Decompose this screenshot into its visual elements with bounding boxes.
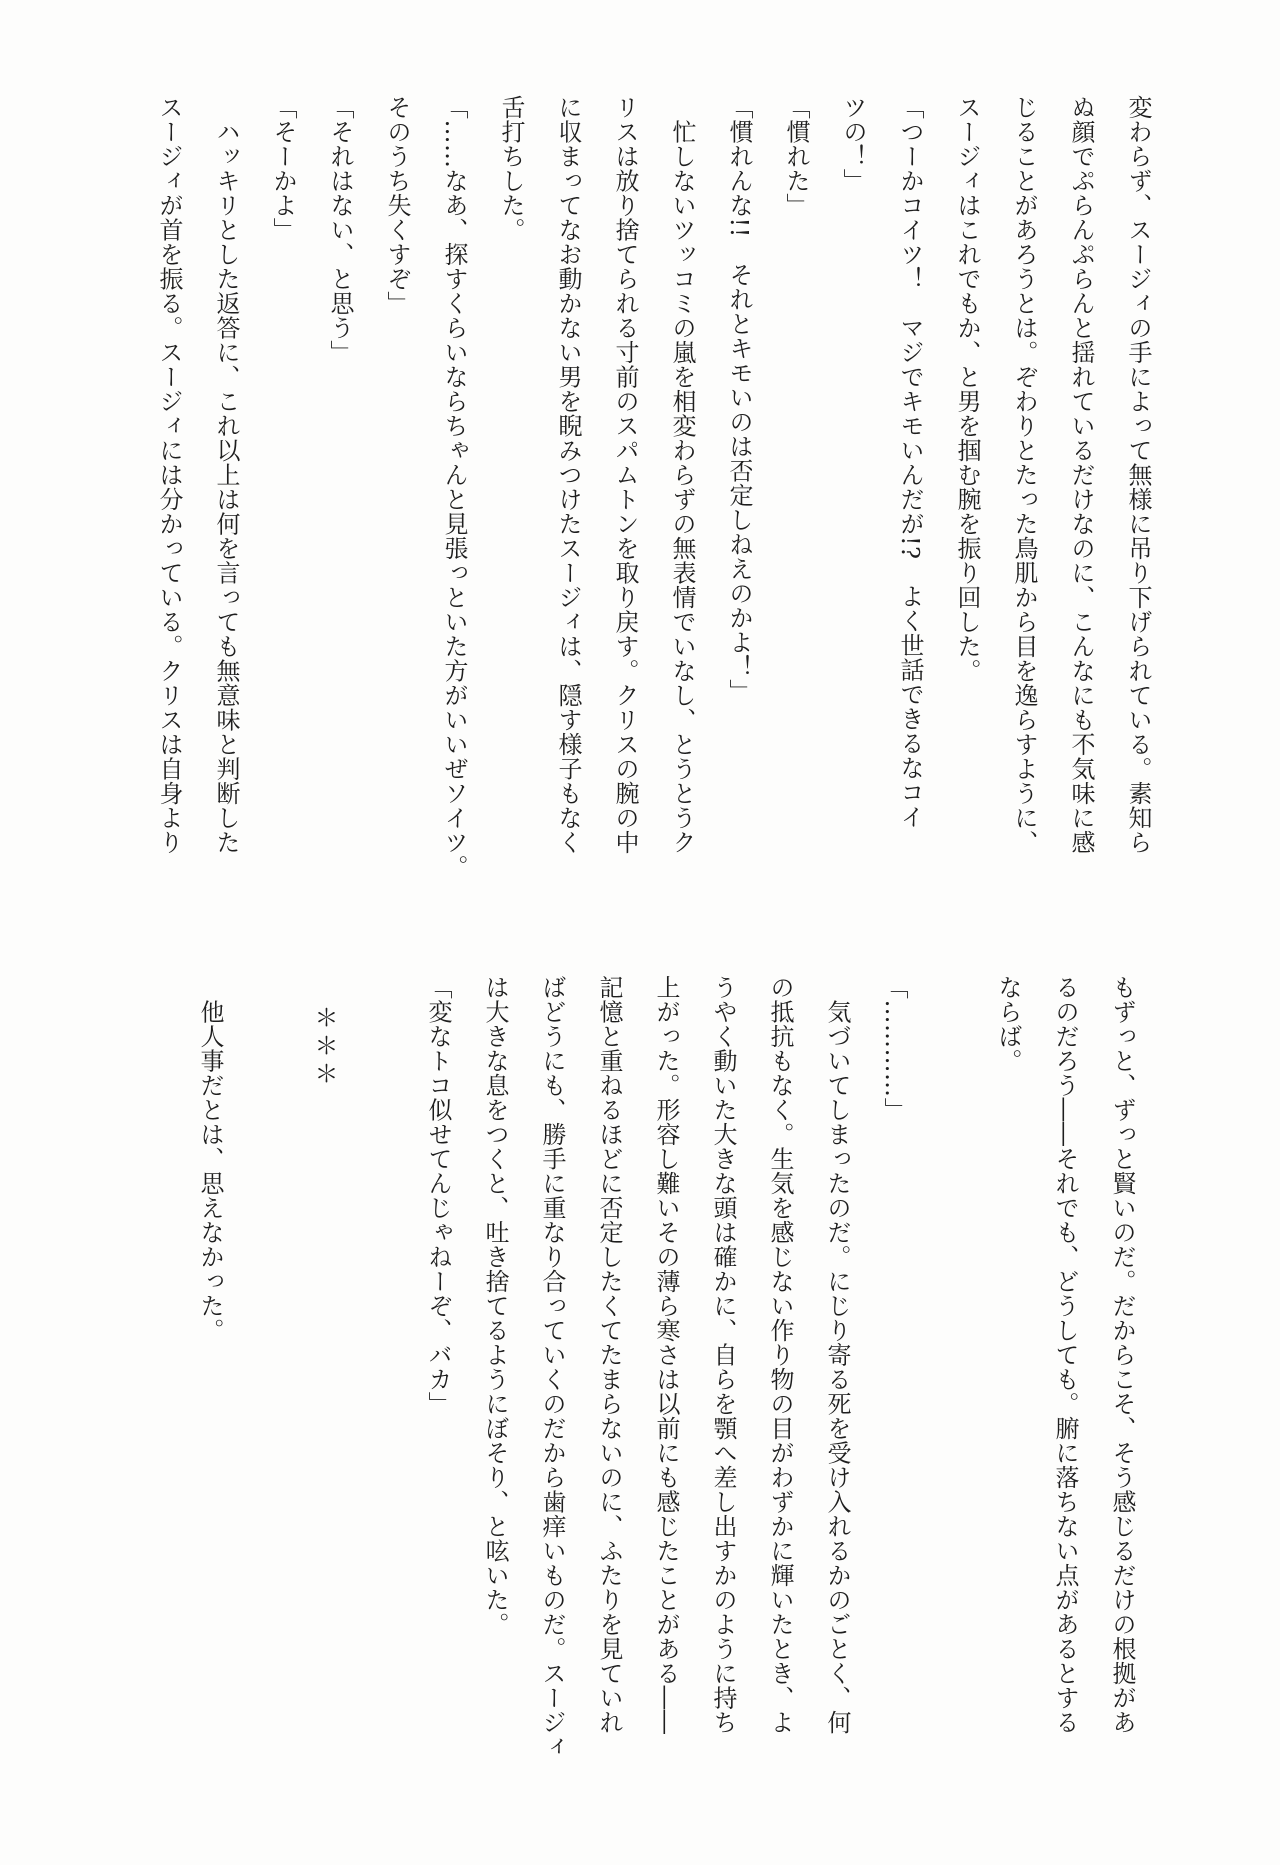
scene-break: ＊＊＊ [310,1005,338,1089]
text-line: ばどうにも、勝手に重なり合っていくのだから歯痒いものだ。スージィ [538,975,566,1759]
text-line: ツの！」 [839,95,867,193]
upper-text-block [140,95,1166,935]
blank-line [352,975,409,1815]
blank-line [922,975,979,1815]
text-line: 「それはない、と思う」 [326,95,354,365]
lower-text-block [181,975,1150,1815]
text-line: に収まってなお動かない男を睨みつけたスージィは、隠す様子もなく [554,95,582,855]
text-line: るのだろう――それでも、どうしても。腑に落ちない点があるとする [1051,975,1079,1735]
text-line: は大きな息をつくと、吐き捨てるようにぼそり、と呟いた。 [481,975,509,1637]
text-line: 気づいてしまったのだ。にじり寄る死を受け入れるかのごとく、何 [823,975,851,1735]
text-line: もずっと、ずっと賢いのだ。だからこそ、そう感じるだけの根拠があ [1108,975,1136,1735]
text-line: 「慣れた」 [782,95,810,218]
text-line: 忙しないツッコミの嵐を相変わらずの無表情でいなし、とうとうク [668,95,696,855]
text-line: 「…………」 [880,975,908,1122]
text-line: 「つーかコイツ！ マジでキモいんだが!? よく世話できるなコイ [896,95,924,830]
text-line: 「慣れんな!! それとキモいのは否定しねえのかよ！」 [725,95,753,704]
text-line: 記憶と重ねるほどに否定したくてたまらないのに、ふたりを見ていれ [595,975,623,1735]
text-line: 「そーかよ」 [269,95,297,242]
text-line: の抵抗もなく。生気を感じない作り物の目がわずかに輝いたとき、よ [766,975,794,1735]
text-line: ならば。 [994,975,1022,1073]
text-line: ぬ顔でぷらんぷらんと揺れているだけなのに、こんなにも不気味に感 [1067,95,1095,855]
text-line: ハッキリとした返答に、これ以上は何を言っても無意味と判断した [212,95,240,855]
text-line: 「……なあ、探すくらいならちゃんと見張っといた方がいいぜソイツ。 [440,95,468,879]
text-line: スージィが首を振る。スージィには分かっている。クリスは自身より [155,95,183,855]
blank-line [238,975,295,1815]
text-line: うやく動いた大きな頭は確かに、自らを顎へ差し出すかのように持ち [709,975,737,1735]
text-line: そのうち失くすぞ」 [383,95,411,316]
final-line: 他人事だとは、思えなかった。 [196,975,224,1343]
text-line: リスは放り捨てられる寸前のスパムトンを取り戻す。クリスの腕の中 [611,95,639,855]
text-line: 変わらず、スージィの手によって無様に吊り下げられている。素知ら [1124,95,1152,855]
text-line: じることがあろうとは。ぞわりとたった鳥肌から目を逸らすように、 [1010,95,1038,855]
text-line: 「変なトコ似せてんじゃねーぞ、バカ」 [424,975,452,1416]
text-line: 上がった。形容し難いその薄ら寒さは以前にも感じたことがある―― [652,975,680,1735]
text-line: スージィはこれでもか、と男を掴む腕を振り回した。 [953,95,981,683]
text-line: 舌打ちした。 [497,95,525,242]
